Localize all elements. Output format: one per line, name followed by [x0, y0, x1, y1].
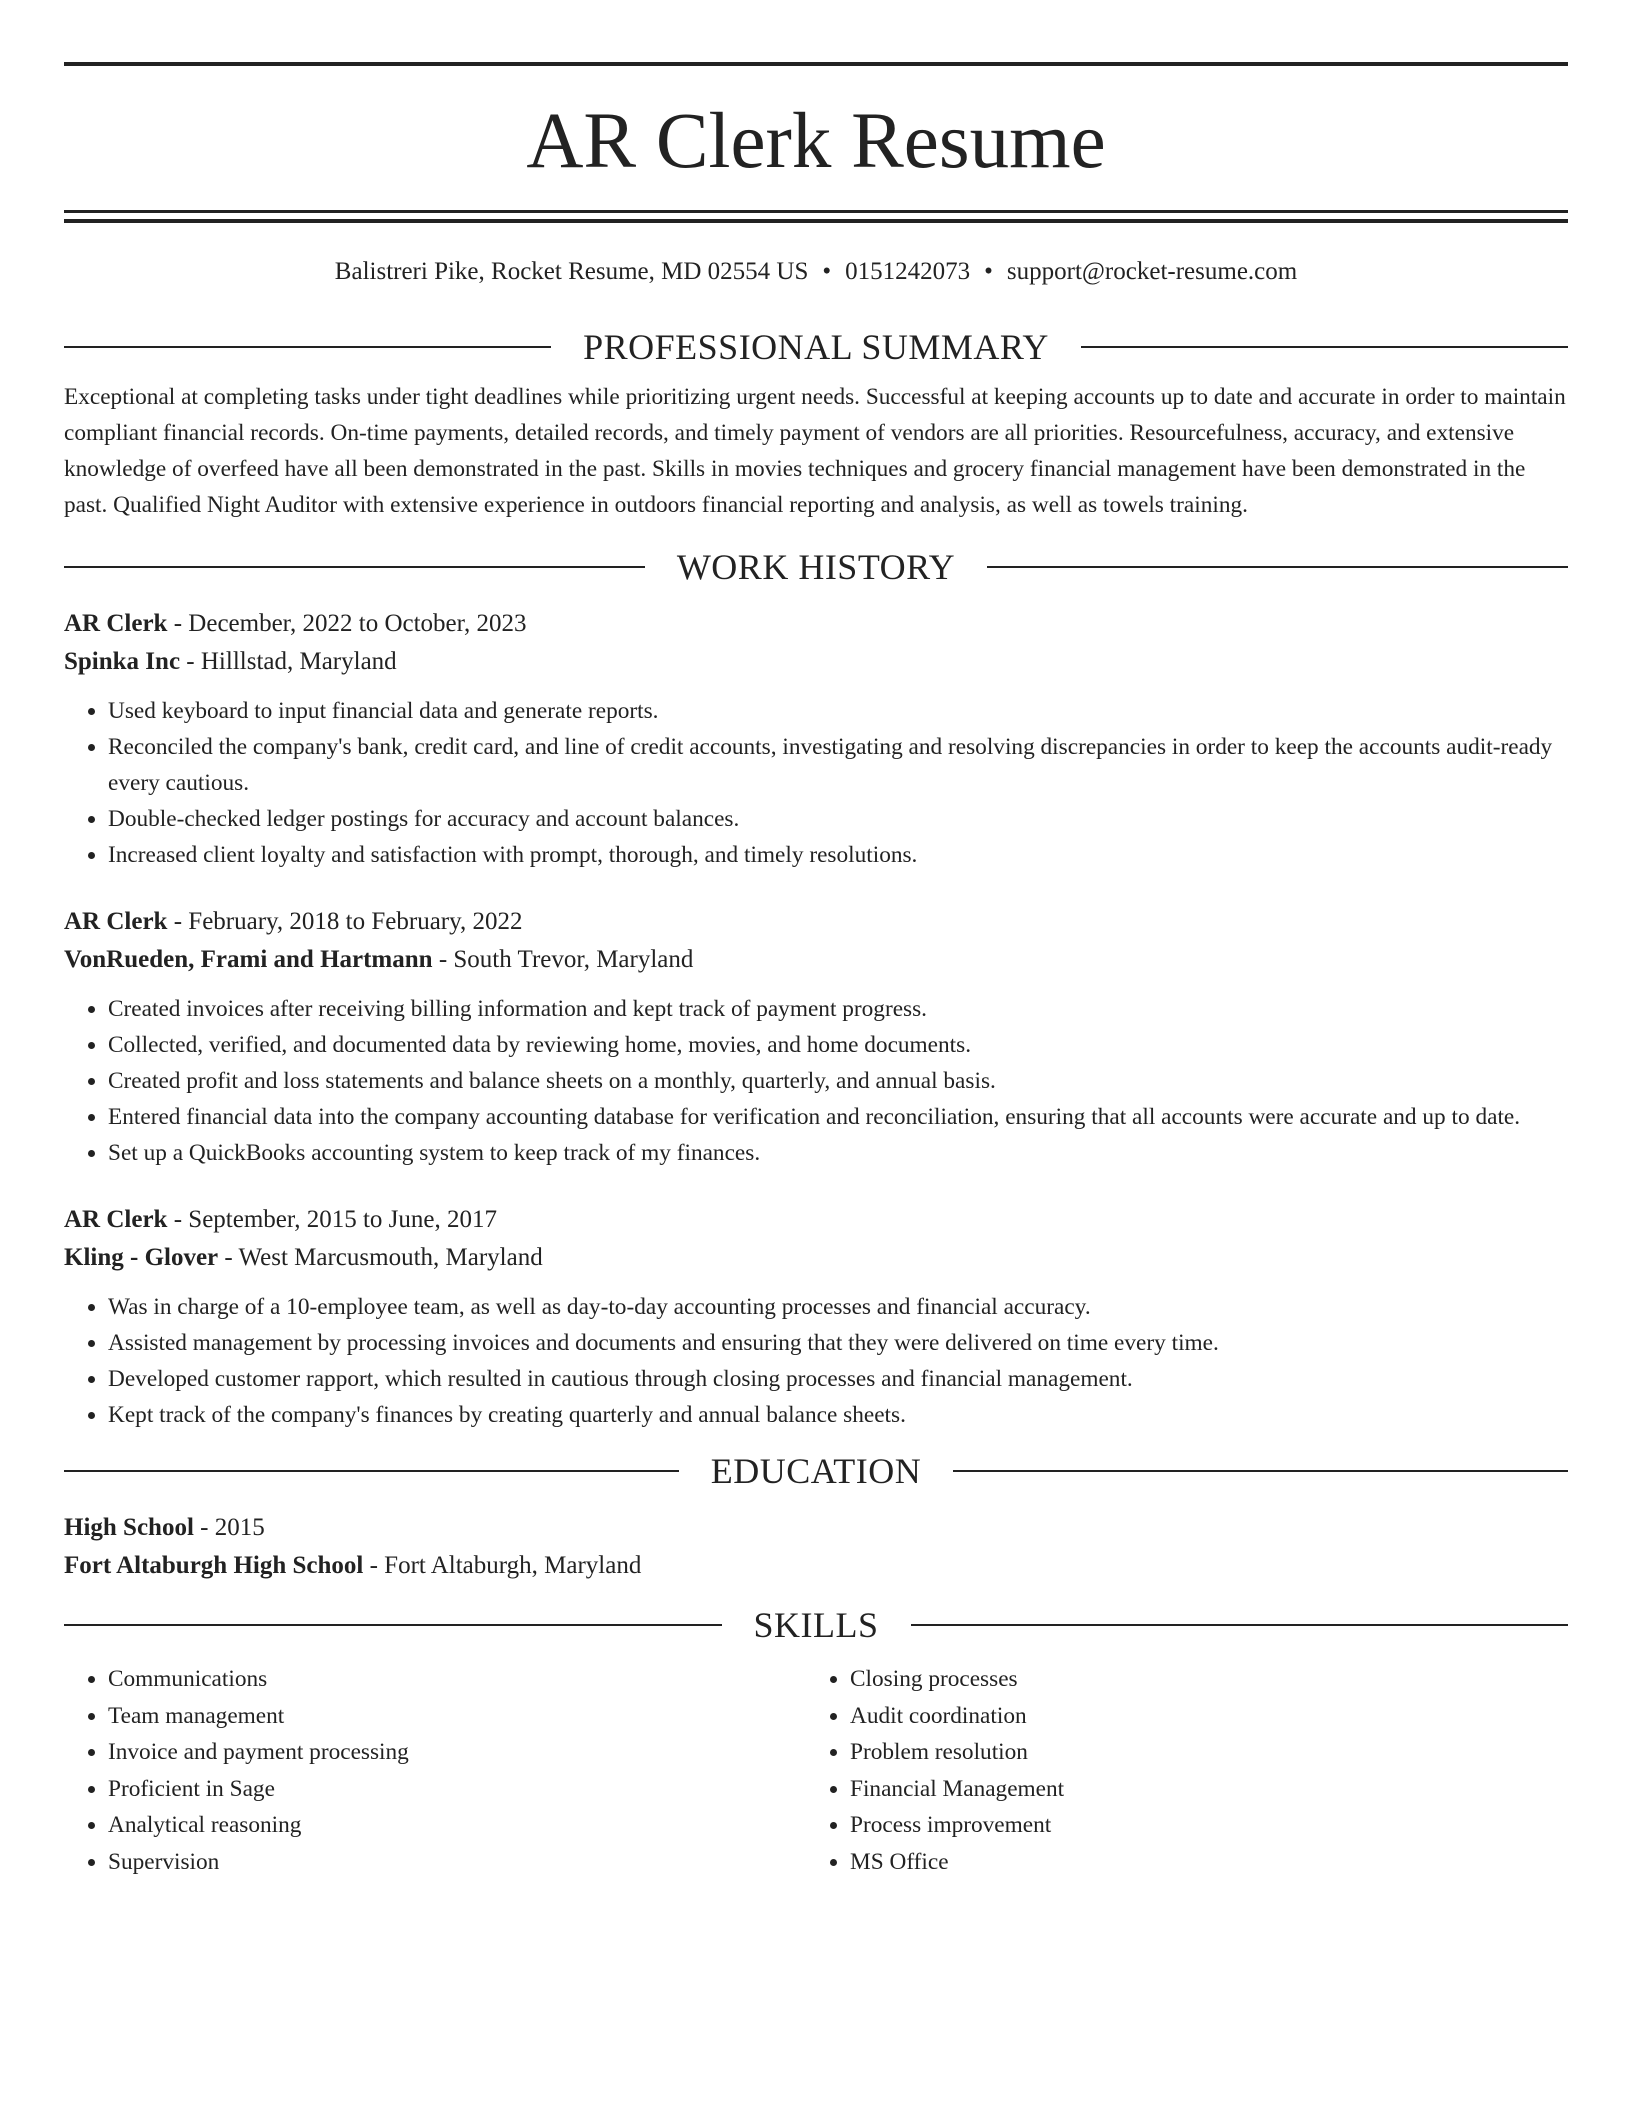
summary-text: Exceptional at completing tasks under tight deadlines while prioritizing urgent needs. Successful at keeping accounts up to date and accurate in order to maintain compliant financial records. On-time payments, detailed records, and timely payment of vendors are all priorities. Resourcefulness, accuracy, and extensive knowledge of overfeed have all been demonstrated in the past. Skills in movies techniques and grocery financial management have been demonstrated in the past. Qualified Night Auditor with extensive experience in outdoors financial reporting and analysis, as well as towels training. [64, 384, 1566, 518]
list-item: • Created profit and loss statements and balance sheets on a monthly, quarterly, and annual basis. [108, 1063, 1568, 1099]
job-company-line [64, 941, 1568, 979]
skills-list [64, 1661, 1568, 1880]
list-item: • Double-checked ledger postings for accuracy and account balances. [108, 801, 1568, 837]
skill-item: • Closing processes [850, 1661, 1548, 1698]
contact-address: Balistreri Pike, Rocket Resume, MD 02554 US [334, 258, 809, 285]
section-header-summary [64, 325, 1568, 369]
skill-item: • MS Office [850, 1844, 1548, 1881]
list-item: • Developed customer rapport, which resulted in cautious through closing processes and financial management. [108, 1361, 1568, 1397]
section-title-education: EDUCATION [710, 1451, 922, 1491]
job-company-line [64, 643, 1568, 681]
section-header-work [64, 545, 1568, 589]
skill-item: • Audit coordination [850, 1698, 1548, 1735]
job-title: AR Clerk [64, 1206, 168, 1233]
section-rule-right [987, 566, 1568, 568]
section-rule-right [911, 1624, 1569, 1626]
list-item: • Kept track of the company's finances by creating quarterly and annual balance sheets. [108, 1397, 1568, 1433]
section-rule-right [953, 1470, 1568, 1472]
section-title-skills: SKILLS [753, 1605, 879, 1645]
job-dates: - February, 2018 to February, 2022 [167, 908, 523, 935]
list-item: • Used keyboard to input financial data and generate reports. [108, 693, 1568, 729]
job-entry [64, 605, 1568, 873]
list-item: • Entered financial data into the company accounting database for verification and reconciliation, ensuring that all accounts were accurate and up to date. [108, 1099, 1568, 1135]
job-entry [64, 903, 1568, 1171]
list-item: • Set up a QuickBooks accounting system to keep track of my finances. [108, 1135, 1568, 1171]
skill-item: • Analytical reasoning [108, 1807, 806, 1844]
job-location: - South Trevor, Maryland [432, 946, 694, 973]
title-double-rule [64, 210, 1568, 223]
contact-phone: 0151242073 [845, 258, 971, 285]
skill-item: • Proficient in Sage [108, 1771, 806, 1808]
job-dates: - December, 2022 to October, 2023 [167, 610, 527, 637]
job-bullets [64, 693, 1568, 873]
skill-item: • Invoice and payment processing [108, 1734, 806, 1771]
list-item: • Created invoices after receiving billing information and kept track of payment progress. [108, 991, 1568, 1027]
job-title-line [64, 1201, 1568, 1239]
job-bullets [64, 991, 1568, 1171]
job-bullets [64, 1289, 1568, 1433]
list-item: • Was in charge of a 10-employee team, as well as day-to-day accounting processes and financial accuracy. [108, 1289, 1568, 1325]
job-title: AR Clerk [64, 610, 168, 637]
list-item: • Reconciled the company's bank, credit card, and line of credit accounts, investigating and resolving discrepancies in order to keep the accounts audit-ready every cautious. [108, 729, 1568, 801]
section-rule-right [1081, 346, 1568, 348]
section-rule-left [64, 566, 645, 568]
education-location: - Fort Altaburgh, Maryland [363, 1552, 642, 1579]
contact-email: support@rocket-resume.com [1006, 258, 1298, 285]
skill-item: • Financial Management [850, 1771, 1548, 1808]
skill-item: • Supervision [108, 1844, 806, 1881]
section-title-work: WORK HISTORY [676, 547, 956, 587]
section-title-summary: PROFESSIONAL SUMMARY [583, 327, 1049, 367]
section-header-skills [64, 1603, 1568, 1647]
skill-item: • Communications [108, 1661, 806, 1698]
education-year: - 2015 [193, 1514, 265, 1541]
education-degree-line [64, 1509, 1568, 1547]
skills-column-left [64, 1661, 806, 1880]
section-rule-left [64, 346, 551, 348]
list-item: • Collected, verified, and documented data by reviewing home, movies, and home documents. [108, 1027, 1568, 1063]
job-company: Kling - Glover [64, 1244, 219, 1271]
job-dates: - September, 2015 to June, 2017 [167, 1206, 497, 1233]
job-location: - Hilllstad, Maryland [180, 648, 397, 675]
skill-item: • Problem resolution [850, 1734, 1548, 1771]
job-company: Spinka Inc [64, 648, 181, 675]
job-title-line [64, 903, 1568, 941]
education-degree: High School [64, 1514, 194, 1541]
top-rule [64, 62, 1568, 66]
skill-item: • Process improvement [850, 1807, 1548, 1844]
job-title-line [64, 605, 1568, 643]
education-entry [64, 1509, 1568, 1585]
job-company-line [64, 1239, 1568, 1277]
contact-separator: • [984, 258, 993, 285]
resume-title: AR Clerk Resume [526, 98, 1106, 185]
section-header-education [64, 1449, 1568, 1493]
skills-column-right [806, 1661, 1548, 1880]
section-rule-left [64, 1470, 679, 1472]
education-school-line [64, 1547, 1568, 1585]
job-location: - West Marcusmouth, Maryland [218, 1244, 543, 1271]
job-company: VonRueden, Frami and Hartmann [64, 946, 433, 973]
list-item: • Increased client loyalty and satisfaction with prompt, thorough, and timely resolutions. [108, 837, 1568, 873]
job-entry [64, 1201, 1568, 1433]
job-title: AR Clerk [64, 908, 168, 935]
contact-separator: • [822, 258, 832, 285]
education-school: Fort Altaburgh High School [64, 1552, 364, 1579]
skill-item: • Team management [108, 1698, 806, 1735]
contact-line [64, 257, 1568, 287]
section-rule-left [64, 1624, 722, 1626]
list-item: • Assisted management by processing invoices and documents and ensuring that they were delivered on time every time. [108, 1325, 1568, 1361]
